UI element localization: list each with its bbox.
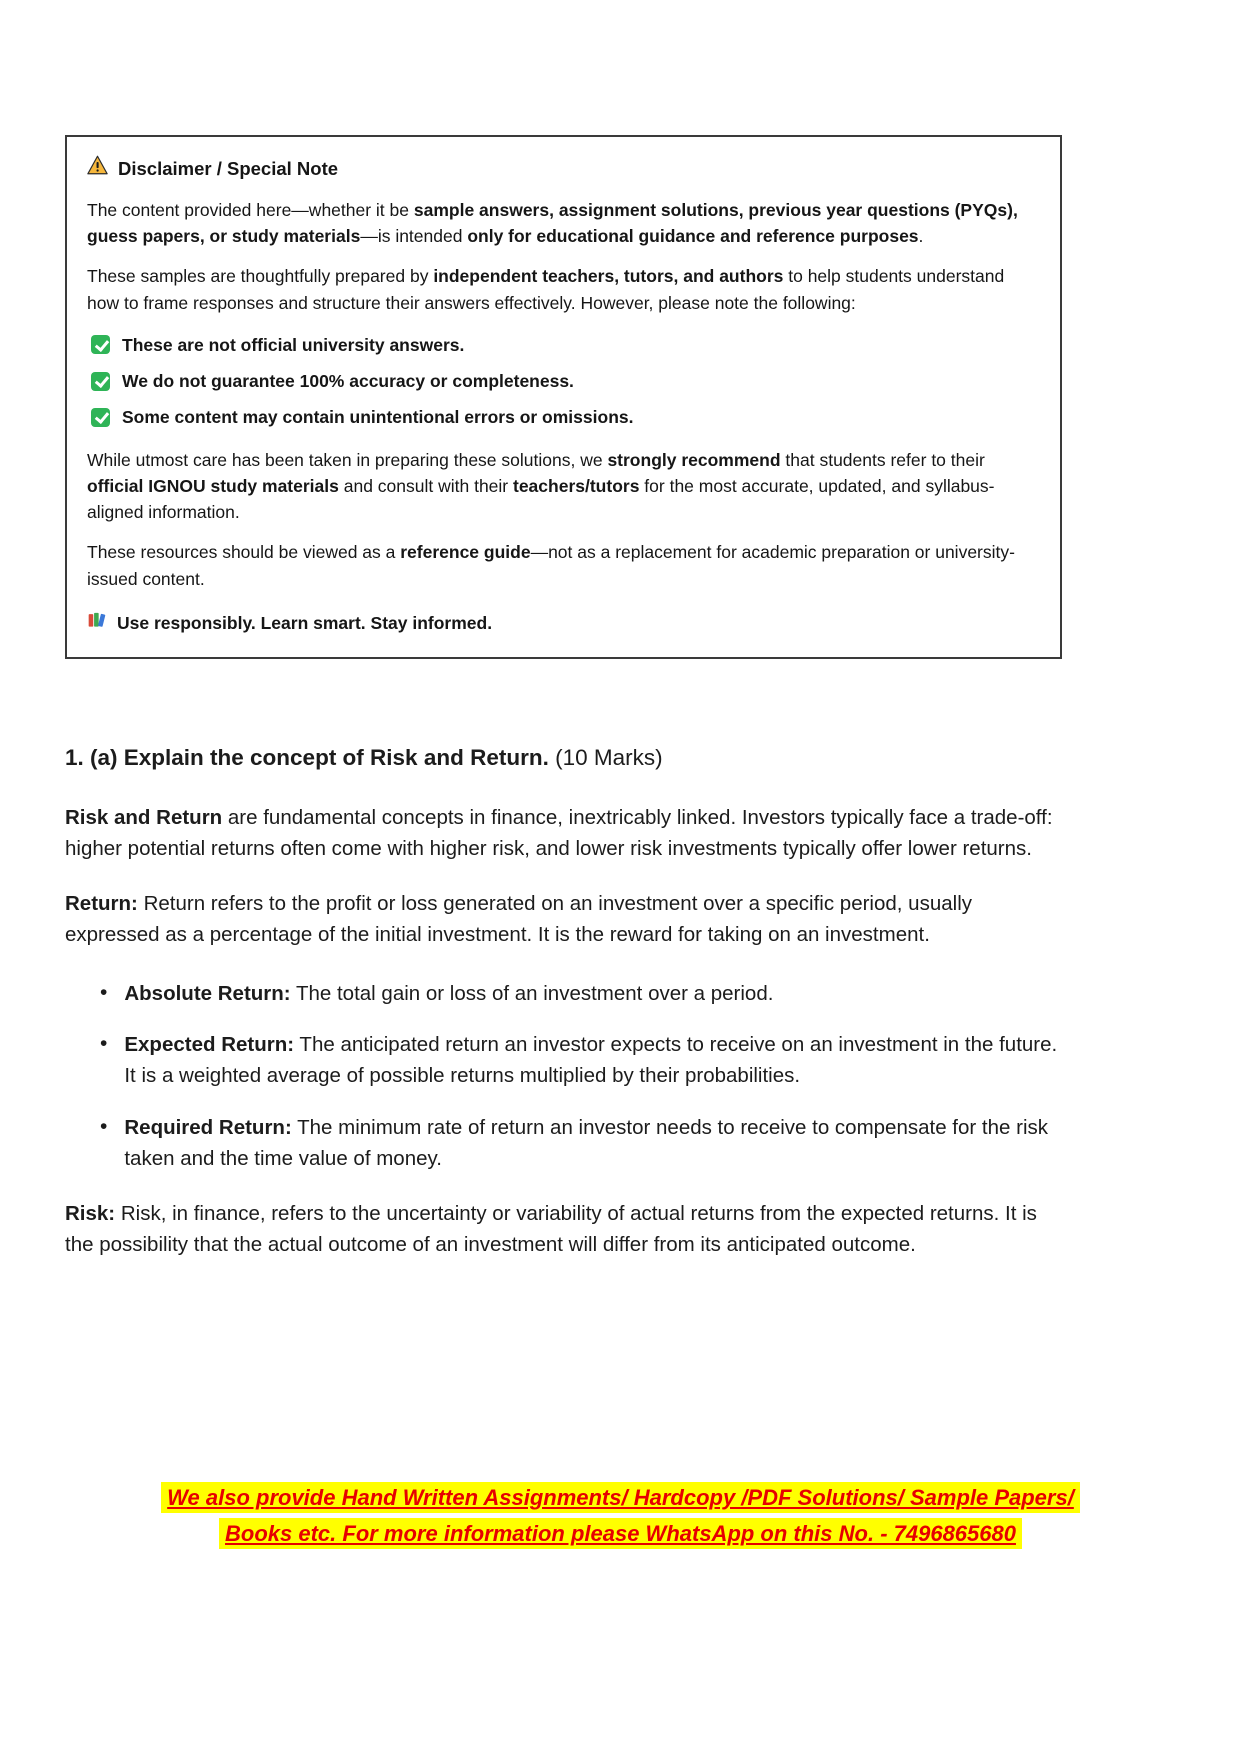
checklist-text: These are not official university answers. [122, 334, 465, 355]
checklist-text: We do not guarantee 100% accuracy or completeness. [122, 371, 574, 391]
checkmark-icon [91, 335, 110, 354]
checkmark-icon [91, 372, 110, 391]
bullet-icon: • [100, 1032, 108, 1056]
disclaimer-paragraph-reference: These resources should be viewed as a reference guide—not as a replacement for academic preparation or university-issued content. [87, 542, 1015, 589]
disclaimer-header [87, 155, 1040, 183]
answer-section [65, 742, 1067, 1284]
disclaimer-paragraph-content: The content provided here—whether it be sample answers, assignment solutions, previous year questions (PYQs), guess papers, or study materials—is intended only for educational guidance and reference purposes. [87, 199, 1018, 246]
list-item-text: Expected Return: The anticipated return an investor expects to receive on an investment in the future. It is a weighted average of possible returns multiplied by their probabilities. [124, 1033, 1058, 1088]
list-item [65, 1029, 1067, 1091]
disclaimer-checklist [87, 332, 1040, 431]
bullet-icon: • [100, 1114, 108, 1138]
answer-paragraph-risk-return-intro: Risk and Return are fundamental concepts in finance, inextricably linked. Investors typically face a trade-off: higher potential returns often come with higher risk, and lower risk investments typically offer lower returns. [65, 805, 1053, 860]
disclaimer-title: Disclaimer / Special Note [118, 158, 339, 179]
list-item-text: Absolute Return: The total gain or loss of an investment over a period. [124, 982, 774, 1006]
warning-icon [87, 155, 108, 183]
books-icon [87, 610, 107, 637]
return-types-list [65, 978, 1067, 1174]
checkmark-icon [91, 408, 110, 427]
disclaimer-paragraph-recommendation: While utmost care has been taken in preparing these solutions, we strongly recommend that students refer to their official IGNOU study materials and consult with their teachers/tutors for the most accurate, updated, and syllabus-aligned information. [87, 449, 995, 522]
checklist-item [91, 404, 1040, 430]
answer-paragraph-risk-definition: Risk: Risk, in finance, refers to the uncertainty or variability of actual returns from the expected returns. It is the possibility that the actual outcome of an investment will differ from its anticipated outcome. [65, 1201, 1037, 1257]
checklist-text: Some content may contain unintentional errors or omissions. [122, 407, 634, 428]
checklist-item [91, 332, 1040, 358]
promo-text: We also provide Hand Written Assignments/ Hardcopy /PDF Solutions/ Sample Papers/ Books etc. For more information please WhatsApp on this No. - 7496865680 [161, 1482, 1080, 1549]
bullet-icon: • [100, 981, 108, 1005]
question-heading: 1. (a) Explain the concept of Risk and Return. (10 Marks) [65, 745, 663, 770]
usage-note-text: Use responsibly. Learn smart. Stay informed. [117, 613, 493, 634]
list-item [65, 1112, 1067, 1174]
list-item-text: Required Return: The minimum rate of return an investor needs to receive to compensate for the risk taken and the time value of money. [124, 1115, 1048, 1170]
answer-paragraph-return-definition: Return: Return refers to the profit or loss generated on an investment over a specific period, usually expressed as a percentage of the initial investment. It is the reward for taking on an investment. [65, 891, 972, 946]
checklist-item [91, 368, 1040, 394]
disclaimer-paragraph-preparation: These samples are thoughtfully prepared by independent teachers, tutors, and authors to help students understand how to frame responses and structure their answers effectively. However, please note the following: [87, 266, 1005, 313]
list-item [65, 978, 1067, 1009]
disclaimer-footer [87, 610, 1040, 637]
promo-banner [0, 1480, 1241, 1551]
promo-inner [156, 1480, 1086, 1551]
disclaimer-box [65, 135, 1062, 659]
